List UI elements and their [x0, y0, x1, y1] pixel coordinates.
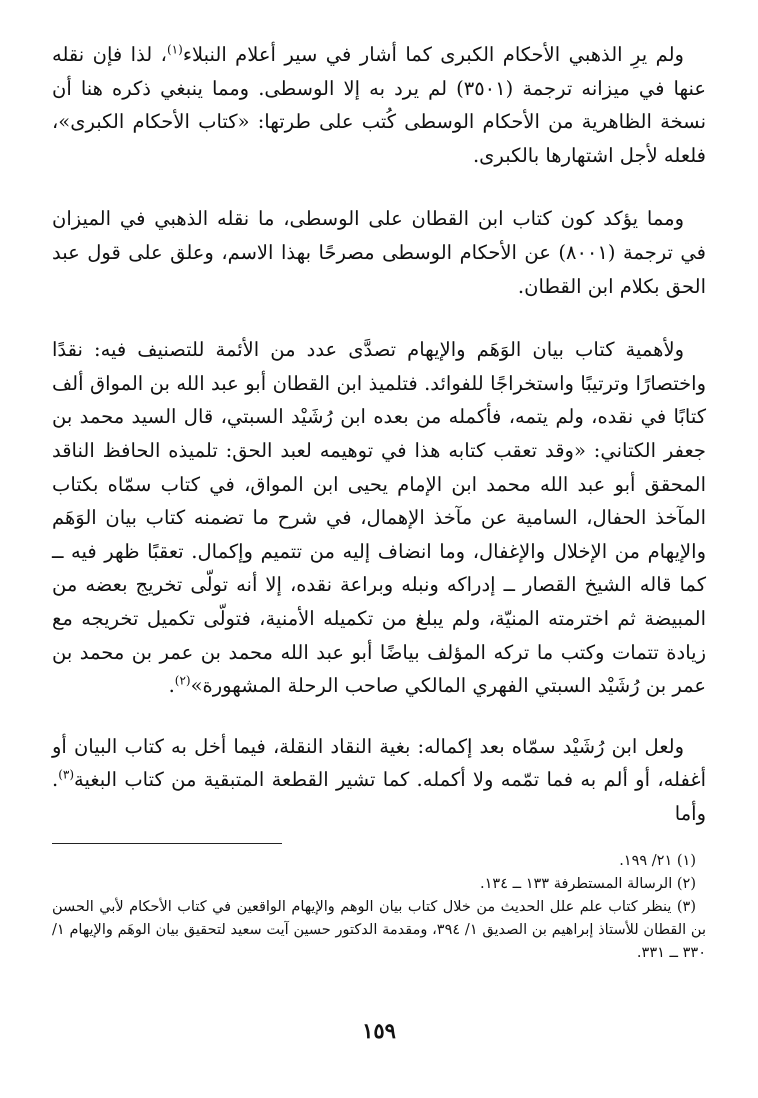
footnote-2: (٢) الرسالة المستطرفة ١٣٣ ــ ١٣٤.: [480, 876, 696, 892]
body-paragraph-4: [52, 730, 706, 831]
body-paragraph-2: [52, 202, 706, 303]
paragraph-text: ولأهمية كتاب بيان الوَهَم والإيهام تصدَّى عدد من الأئمة للتصنيف فيه: نقدًا واختصارًا وترتيبًا واستخراجًا للفوائد. فتلميذ ابن القطان أبو عبد الله بن المواق ألف كتابًا في نقده، ولم يتمه، فأكمله من بعده ابن رُشَيْد السبتي، قال السيد محمد بن جعفر الكتاني: «وقد تعقب كتابه هذا في توهيمه لعبد الحق: تلميذه الحافظ الناقد المحقق أبو عبد الله محمد ابن الإمام يحيى ابن المواق، في كتاب سمّاه بكتاب المآخذ الحفال، السامية عن مآخذ الإهمال، في شرح ما تضمنه كتاب بيان الوَهَم والإيهام من الإخلال والإغفال، وما انضاف إليه من تتميم وإكمال. تعقبًا ظهر فيه ــ كما قاله الشيخ القصار ــ إدراكه ونبله وبراعة نقده، إلا أنه تولّى تخريج بعضه من المبيضة ثم اخترمته المنيّة، ولم يبلغ من تكميله الأمنية، فتولّى تكميل تخريجه مع زيادة تتمات وكتب ما تركه المؤلف بياضًا أبو عبد الله محمد بن عمر بن محمد بن عمر بن رُشَيْد السبتي الفهري المالكي صاحب الرحلة المشهورة»: [52, 338, 706, 698]
paragraph-text: ولعل ابن رُشَيْد سمّاه بعد إكماله: بغية النقاد النقلة، فيما أخل به كتاب البيان أو أغفله، أو ألم به فما تمّمه ولا أكمله. كما تشير القطعة المتبقية من كتاب البغية: [52, 734, 706, 792]
footnote-1: (١) ٢١/ ١٩٩.: [619, 853, 696, 869]
footnotes: [52, 850, 706, 965]
paragraph-text-continued: ، لذا فإن نقله عنها في ميزانه ترجمة (٣٥٠١) لم يرد به إلا الوسطى. ومما ينبغي ذكره هنا أن نسخة الظاهرية من الأحكام الوسطى كُتب على طرتها: «كتاب الأحكام الكبرى»، فلعله لأجل اشتهارها بالكبرى.: [52, 43, 706, 167]
body-paragraph-1: [52, 38, 706, 172]
footnote-ref-3: (٣): [58, 767, 75, 782]
body-paragraph-3: [52, 333, 706, 703]
paragraph-text-continued: . وأما: [52, 768, 706, 825]
paragraph-text: ومما يؤكد كون كتاب ابن القطان على الوسطى، ما نقله الذهبي في الميزان في ترجمة (٨٠٠١) عن الأحكام الوسطى مصرحًا بهذا الاسم، وعلق على قول عبد الحق بكلام ابن القطان.: [52, 207, 706, 298]
paragraph-text-continued: .: [168, 674, 175, 698]
page-number: ١٥٩: [362, 1018, 396, 1043]
paragraph-text: ولم يرِ الذهبي الأحكام الكبرى كما أشار في سير أعلام النبلاء: [182, 43, 684, 66]
footnote-ref-1: (١): [166, 42, 183, 57]
footnote-ref-2: (٢): [174, 673, 191, 688]
footnote-3: (٣) ينظر كتاب علم علل الحديث من خلال كتاب بيان الوهم والإيهام الواقعين في كتاب الأحكام لأبي الحسن بن القطان للأستاذ إبراهيم بن الصديق ١/ ٣٩٤، ومقدمة الدكتور حسين آيت سعيد لتحقيق بيان الوهَم والإيهام ١/ ٣٣٠ ــ ٣٣١.: [52, 899, 706, 961]
footnote-separator: [52, 843, 282, 844]
